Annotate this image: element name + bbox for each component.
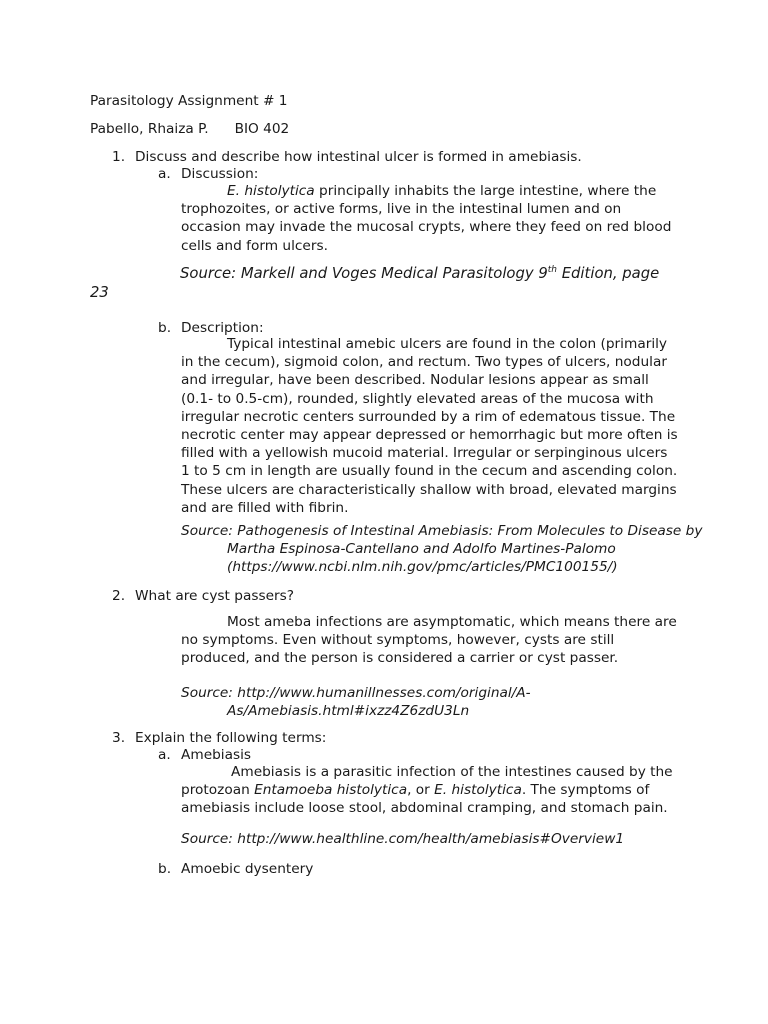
author-name: Pabello, Rhaiza P. (90, 121, 209, 137)
author-line (90, 120, 289, 138)
q1a-source (180, 265, 700, 283)
q1a-source-sup: th (547, 265, 557, 276)
q3a-text-1: Amebiasis is a parasitic infection of the intestines caused by the protozoan (181, 764, 673, 799)
q1a-source-page: 23 (90, 284, 109, 301)
q2-number: 2. (112, 588, 126, 604)
q3a-definition-text (181, 763, 681, 818)
course-code: BIO 402 (234, 121, 290, 137)
q3-number: 3. (112, 730, 126, 746)
q1a-letter: a. (158, 166, 171, 182)
q3b-label: Amoebic dysentery (181, 861, 314, 877)
q3-question: Explain the following terms: (135, 730, 327, 746)
q1b-letter: b. (158, 320, 172, 336)
q1a-discussion-body: principally inhabits the large intestine, where the trophozoites, or active forms, live in the intestinal lumen and on occasion may invade the mucosal crypts, where they feed on red blood cells and form ulcers. (181, 183, 672, 254)
page-title: Parasitology Assignment # 1 (90, 93, 288, 109)
q1a-discussion-text (181, 182, 678, 255)
q3a-text-2: , or (407, 782, 435, 799)
q1b-source: Source: Pathogenesis of Intestinal Amebiasis: From Molecules to Disease by Martha Espinosa-Cantellano and Adolfo Martines-Palomo (https://www.ncbi.nlm.nih.gov/pmc/articles/PMC100155/) (181, 523, 703, 576)
q2-question: What are cyst passers? (135, 588, 295, 604)
q3a-species-short: E. histolytica (434, 782, 522, 799)
q1b-description-text: Typical intestinal amebic ulcers are found in the colon (primarily in the cecum), sigmoid colon, and rectum. Two types of ulcers, nodular and irregular, have been described. Nodular lesions appear as small (0.1- to 0.5-cm), rounded, slightly elevated areas of the mucosa with irregular necrotic centers surrounded by a rim of edematous tissue. The necrotic center may appear depressed or hemorrhagic but more often is filled with a yellowish mucoid material. Irregular or serpinginous ulcers 1 to 5 cm in length are usually found in the cecum and ascending colon. These ulcers are characteristically shallow with broad, elevated margins and are filled with fibrin. (181, 336, 678, 516)
q1a-source-title: Source: Markell and Voges Medical Parasitology 9 (180, 265, 548, 282)
q3a-source: Source: http://www.healthline.com/health/amebiasis#Overview1 (181, 831, 625, 847)
q3b-letter: b. (158, 861, 172, 877)
q3a-text-3: . The symptoms of amebiasis include loose stool, abdominal cramping, and stomach pain. (181, 782, 668, 817)
q2-answer-text: Most ameba infections are asymptomatic, which means there are no symptoms. Even without symptoms, however, cysts are still produced, and the person is considered a carrier or cyst passer. (181, 614, 677, 667)
q1-number: 1. (112, 149, 126, 165)
q1b-label: Description: (181, 320, 264, 336)
q1a-label: Discussion: (181, 166, 259, 182)
q3a-species-full: Entamoeba histolytica (254, 782, 408, 799)
q1a-source-edition: Edition, page (556, 265, 660, 282)
q3a-letter: a. (158, 747, 171, 763)
q1a-species-name: E. histolytica (227, 183, 315, 199)
q1-question: Discuss and describe how intestinal ulcer is formed in amebiasis. (135, 149, 582, 165)
q2-source: Source: http://www.humanillnesses.com/original/A-As/Amebiasis.html#ixzz4Z6zdU3Ln (181, 685, 531, 720)
q3a-label: Amebiasis (181, 747, 252, 763)
